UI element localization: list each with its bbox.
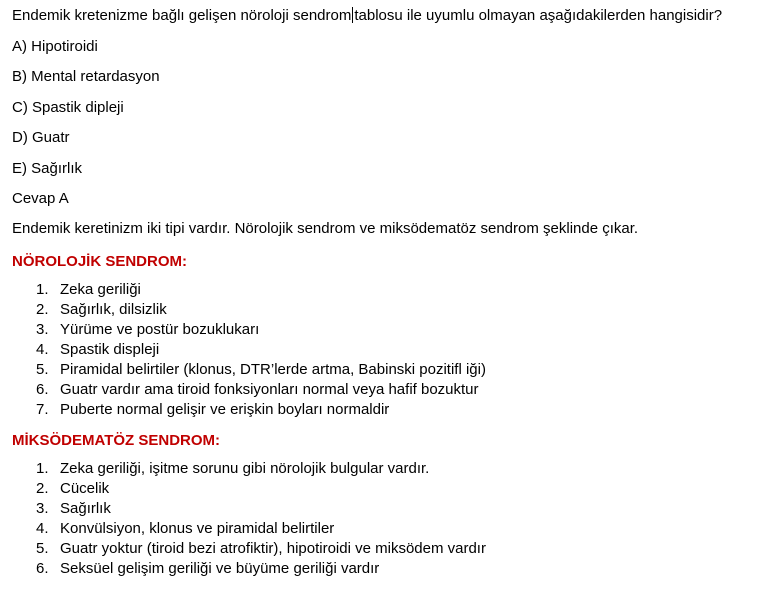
- miksodematoz-list: [12, 459, 486, 579]
- list-item: 2. Cücelik: [36, 480, 110, 497]
- list-item: 4. Konvülsiyon, klonus ve piramidal belirtiler: [36, 520, 335, 537]
- question-stem: [12, 7, 722, 25]
- list-item: 3. Yürüme ve postür bozuklukarı: [36, 321, 260, 338]
- question-stem-end: tablosu ile uyumlu olmayan aşağıdakilerden hangisidir?: [354, 7, 723, 24]
- option-d: D) Guatr: [12, 129, 70, 146]
- section-heading-norolojik: NÖROLOJİK SENDROM:: [12, 253, 188, 270]
- option-b: B) Mental retardasyon: [12, 68, 160, 85]
- list-item: 5. Piramidal belirtiler (klonus, DTR’lerde artma, Babinski pozitifl iği): [36, 361, 486, 378]
- list-item: 1. Zeka geriliği: [36, 281, 141, 298]
- list-item: 3. Sağırlık: [36, 500, 111, 517]
- list-item: 2. Sağırlık, dilsizlik: [36, 301, 167, 318]
- section-heading-miksodematoz: MİKSÖDEMATÖZ SENDROM:: [12, 432, 221, 449]
- list-item: 6. Guatr vardır ama tiroid fonksiyonları normal veya hafif bozuktur: [36, 381, 479, 398]
- option-c: C) Spastik dipleji: [12, 99, 124, 116]
- option-a: A) Hipotiroidi: [12, 38, 98, 55]
- list-item: 7. Puberte normal gelişir ve erişkin boyları normaldir: [36, 401, 390, 418]
- answer-line: Cevap A: [12, 190, 69, 207]
- norolojik-list: [12, 280, 486, 420]
- explanation-paragraph: Endemik keretinizm iki tipi vardır. Nörolojik sendrom ve miksödematöz sendrom şeklinde çıkar.: [12, 220, 639, 237]
- list-item: 5. Guatr yoktur (tiroid bezi atrofiktir), hipotiroidi ve miksödem vardır: [36, 540, 486, 557]
- option-e: E) Sağırlık: [12, 160, 83, 177]
- list-item: 4. Spastik displeji: [36, 341, 160, 358]
- question-stem-start: Endemik kretenizme bağlı gelişen nöroloji sendrom: [12, 7, 352, 24]
- list-item: 6. Seksüel gelişim geriliği ve büyüme geriliği vardır: [36, 560, 380, 577]
- list-item: 1. Zeka geriliği, işitme sorunu gibi nörolojik bulgular vardır.: [36, 460, 430, 477]
